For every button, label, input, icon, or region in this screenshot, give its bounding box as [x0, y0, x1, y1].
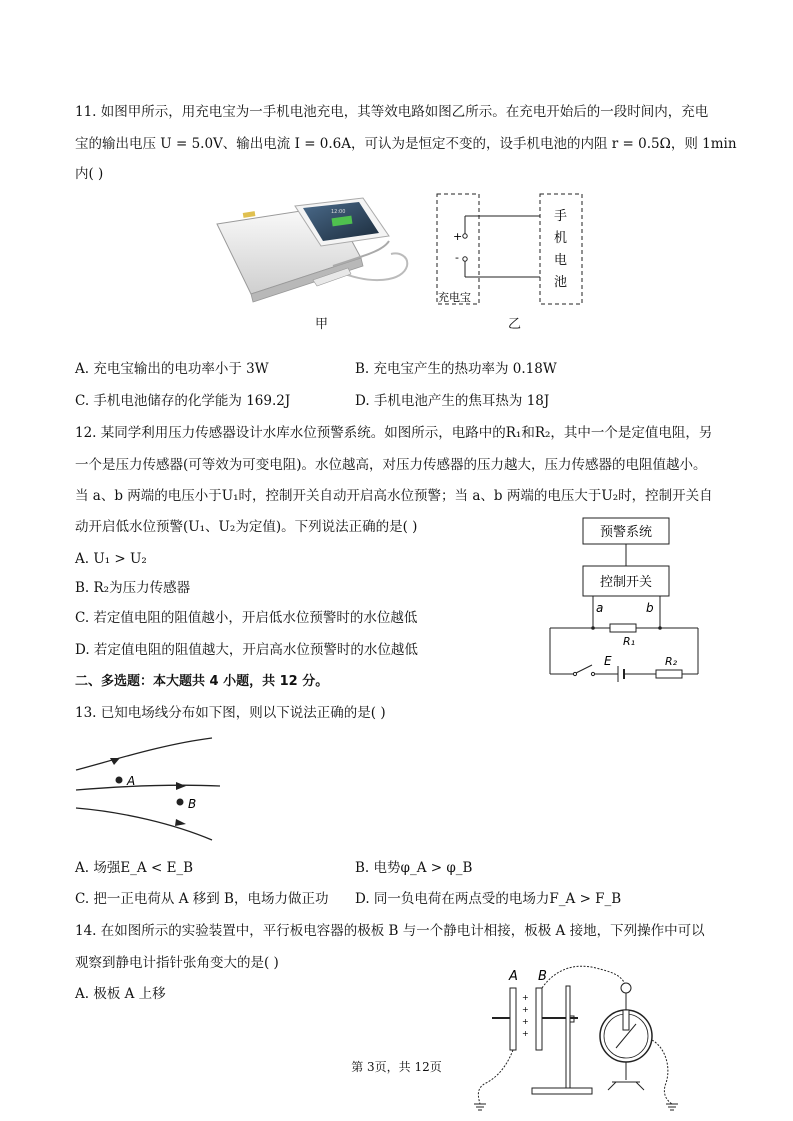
charging-equivalent-circuit — [430, 190, 590, 308]
svg-text:+: + — [522, 1029, 529, 1038]
q13-option-d: D. 同一负电荷在两点受的电场力F_A > F_B — [355, 891, 622, 907]
capacitor-electrometer-apparatus — [466, 958, 696, 1118]
q14-stem-line2: 观察到静电计指针张角变大的是( ) — [75, 955, 279, 971]
q11-option-b: B. 充电宝产生的热功率为 0.18W — [355, 361, 557, 377]
alarm-system-box-label: 预警系统 — [599, 525, 653, 540]
q11-stem-line1: 11. 如图甲所示，用充电宝为一手机电池充电，其等效电路如图乙所示。在充电开始后的一段时间内，充电 — [75, 104, 709, 120]
figure-yi-label: 乙 — [508, 317, 522, 332]
phone-battery-char-2: 机 — [554, 231, 568, 246]
section-heading-multiple-choice: 二、多选题：本大题共 4 小题，共 12 分。 — [75, 674, 329, 689]
terminal-b-label: b — [646, 601, 654, 615]
q13-option-a: A. 场强E_A < E_B — [75, 860, 194, 876]
electric-field-lines-figure — [74, 734, 224, 842]
power-bank-phone-figure — [213, 196, 413, 308]
point-a-label: A — [127, 774, 136, 788]
plate-b-label: B — [538, 969, 547, 984]
q12-option-d: D. 若定值电阻的阻值越大，开启高水位预警时的水位越低 — [75, 642, 418, 658]
phone-battery-char-3: 电 — [554, 253, 568, 268]
q12-option-b: B. R₂为压力传感器 — [75, 580, 191, 596]
svg-text:12:00: 12:00 — [331, 209, 346, 215]
plate-a-label: A — [509, 969, 518, 984]
q11-stem-line2: 宝的输出电压 U = 5.0V、输出电流 I = 0.6A，可认为是恒定不变的，设手机电池的内阻 r = 0.5Ω，则 1min — [75, 136, 737, 152]
q11-option-c: C. 手机电池储存的化学能为 169.2J — [75, 393, 291, 409]
q13-option-b: B. 电势φ_A > φ_B — [355, 860, 473, 876]
resistor-r2-label: R₂ — [665, 655, 678, 668]
terminal-a-label: a — [596, 601, 604, 615]
q13-option-c: C. 把一正电荷从 A 移到 B，电场力做正功 — [75, 891, 329, 907]
svg-text:+: + — [522, 1005, 529, 1014]
q12-stem-line2: 一个是压力传感器(可等效为可变电阻)。水位越高，对压力传感器的压力越大，压力传感器的电阻值越小。 — [75, 457, 707, 473]
q12-stem-line1: 12. 某同学利用压力传感器设计水库水位预警系统。如图所示，电路中的R₁和R₂，其中一个是定值电阻，另 — [75, 425, 713, 441]
q12-option-a: A. U₁ > U₂ — [75, 551, 147, 567]
q11-option-a: A. 充电宝输出的电功率小于 3W — [75, 361, 269, 377]
q11-stem-line3: 内( ) — [75, 166, 104, 182]
q14-stem-line1: 14. 在如图所示的实验装置中，平行板电容器的极板 B 与一个静电计相接，板极 A 接地，下列操作中可以 — [75, 923, 705, 939]
q12-option-c: C. 若定值电阻的阻值越小，开启低水位预警时的水位越低 — [75, 610, 418, 626]
minus-terminal-label: - — [455, 251, 459, 264]
phone-battery-char-4: 池 — [554, 275, 568, 290]
figure-jia-label: 甲 — [315, 317, 329, 332]
power-bank-box-label: 充电宝 — [438, 291, 471, 304]
svg-text:+: + — [522, 993, 529, 1002]
water-level-alarm-circuit — [540, 512, 710, 690]
point-b-label: B — [188, 797, 197, 811]
svg-text:+: + — [522, 1017, 529, 1026]
q14-option-a: A. 极板 A 上移 — [75, 986, 166, 1002]
q12-stem-line4: 动开启低水位预警(U₁、U₂为定值)。下列说法正确的是( ) — [75, 519, 418, 535]
phone-battery-char-1: 手 — [554, 209, 568, 224]
q13-stem: 13. 已知电场线分布如下图，则以下说法正确的是( ) — [75, 705, 386, 721]
q12-stem-line3: 当 a、b 两端的电压小于U₁时，控制开关自动开启高水位预警；当 a、b 两端的电压大于U₂时，控制开关自 — [75, 488, 713, 504]
plus-terminal-label: + — [453, 230, 463, 243]
page-number-footer: 第 3页，共 12页 — [351, 1060, 442, 1074]
resistor-r1-label: R₁ — [623, 635, 636, 648]
q11-option-d: D. 手机电池产生的焦耳热为 18J — [355, 393, 550, 409]
emf-e-label: E — [604, 654, 612, 668]
control-switch-box-label: 控制开关 — [599, 575, 653, 590]
